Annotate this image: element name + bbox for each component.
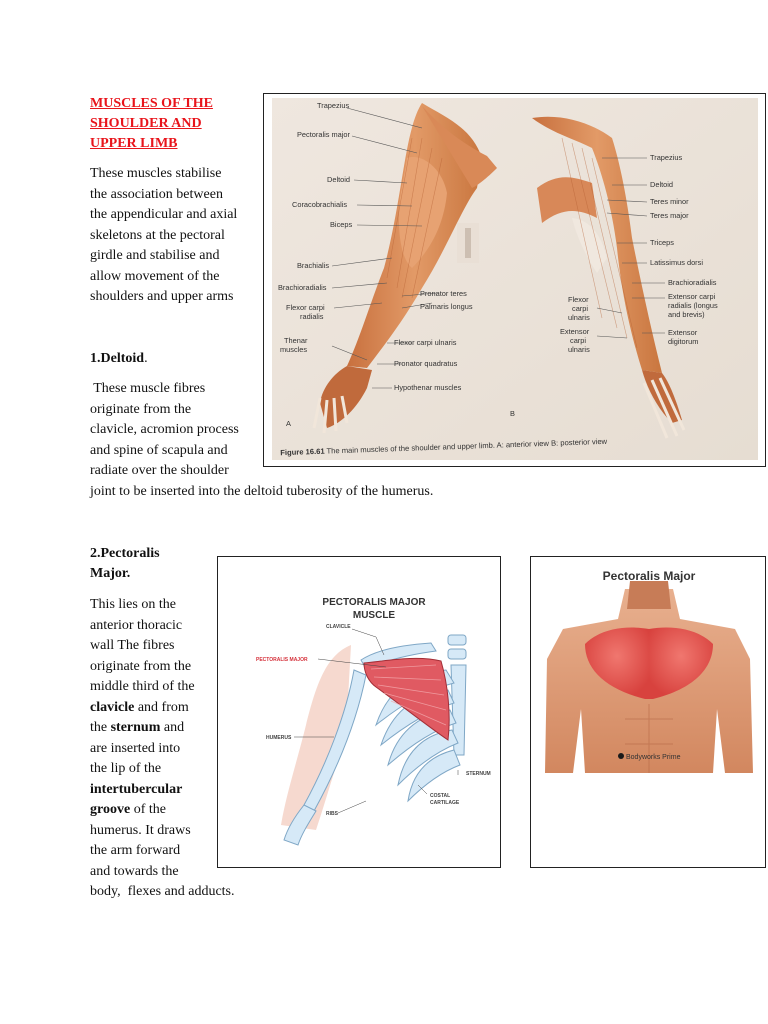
figure-pectoralis-render (530, 556, 766, 868)
label-radialis-longus: radialis (longus (668, 301, 718, 310)
label-sternum: STERNUM (466, 771, 491, 777)
heading-line: 2.Pectoralis (90, 546, 160, 561)
label-extensor: Extensor (668, 328, 698, 337)
text-line (90, 698, 235, 719)
text-line (90, 800, 235, 821)
label-and-brevis: and brevis) (668, 310, 705, 319)
bold-term: groove (90, 802, 131, 817)
figure-main-muscles (263, 93, 766, 467)
label-deltoid-b: Deltoid (650, 180, 674, 189)
text-line: allow movement of the (90, 268, 220, 284)
label-flexor-b: Flexor (568, 295, 589, 304)
label-teres-major: Teres major (650, 211, 689, 220)
text-run: of the (130, 802, 166, 817)
text-line: clavicle, acromion process (90, 422, 239, 437)
heading-line: Major. (90, 566, 131, 581)
label-humerus: HUMERUS (266, 735, 292, 741)
label-carpi-b: carpi (572, 304, 589, 313)
label-triceps: Triceps (650, 238, 674, 247)
label-hypothenar: Hypothenar muscles (394, 383, 462, 392)
label-latissimus: Latissimus dorsi (650, 258, 703, 267)
label-flexor-carpi: Flexor carpi (286, 303, 325, 312)
intro-paragraph (90, 164, 237, 308)
text-line (90, 882, 235, 903)
label-pectoralis-major: Pectoralis major (297, 130, 350, 139)
label-coracobrachialis: Coracobrachialis (292, 200, 348, 209)
label-digitorum: digitorum (668, 337, 699, 346)
text-line (90, 841, 235, 862)
credit-dot-icon (618, 753, 624, 759)
figure-caption-number: Figure 16.61 (280, 446, 325, 458)
text-run: the arm forward (90, 843, 181, 858)
label-cartilage: CARTILAGE (430, 800, 460, 806)
text-line (90, 862, 235, 883)
label-carpi-c: carpi (570, 336, 587, 345)
label-clavicle: CLAVICLE (326, 624, 351, 630)
label-view-a: A (286, 419, 291, 428)
title-line: MUSCLES OF THE (90, 96, 213, 111)
text-line (90, 636, 235, 657)
figure-main-muscles-image (272, 98, 758, 460)
label-radialis: radialis (300, 312, 324, 321)
text-line: skeletons at the pectoral (90, 227, 225, 243)
pectoralis-heading (90, 544, 160, 584)
text-line: originate from the (90, 401, 192, 417)
title-line: SHOULDER AND (90, 116, 202, 131)
label-trapezius: Trapezius (317, 101, 350, 110)
text-run: and towards the (90, 863, 179, 879)
label-brachioradialis-b: Brachioradialis (668, 278, 717, 287)
text-line: These muscle fibres (90, 381, 206, 396)
page-title (90, 94, 250, 154)
pectoralis-render-image (545, 559, 753, 773)
pectoralis-illustration-image (226, 565, 494, 861)
pectoralis-paragraph (90, 595, 235, 903)
text-line (90, 616, 235, 637)
text-line (90, 657, 235, 678)
label-flexor-carpi-ulnaris: Flexor carpi ulnaris (394, 338, 457, 347)
deltoid-heading (90, 349, 148, 369)
render-title: Pectoralis Major (602, 569, 696, 583)
text-line: girdle and stabilise and (90, 248, 220, 263)
deltoid-heading-text: 1.Deltoid (90, 351, 145, 366)
label-biceps: Biceps (330, 220, 353, 229)
text-line: radiate over the shoulder (90, 463, 229, 478)
illustration-title-line: PECTORALIS MAJOR (322, 597, 426, 608)
text-line (90, 718, 235, 739)
label-costal: COSTAL (430, 793, 451, 799)
label-extensor-b: Extensor (560, 327, 590, 336)
label-extensor-carpi: Extensor carpi (668, 292, 716, 301)
label-deltoid: Deltoid (327, 175, 351, 184)
text-run: middle third of the (90, 679, 195, 694)
text-run: originate from the (90, 658, 192, 674)
deltoid-heading-period: . (144, 351, 148, 366)
label-ulnaris-c: ulnaris (568, 345, 590, 354)
text-run: humerus. It draws (90, 822, 191, 838)
title-line: UPPER LIMB (90, 136, 178, 151)
text-line: and spine of scapula and (90, 442, 228, 458)
text-line: These muscles stabilise (90, 166, 222, 181)
text-line (90, 821, 235, 842)
text-line (90, 739, 235, 760)
label-trapezius-b: Trapezius (650, 153, 683, 162)
illustration-title-line: MUSCLE (352, 610, 396, 621)
text-run: anterior thoracic (90, 617, 183, 633)
text-line: the association between (90, 186, 223, 202)
text-line (90, 677, 235, 698)
label-brachioradialis: Brachioradialis (278, 283, 327, 292)
render-credit: Bodyworks Prime (626, 754, 681, 761)
text-run: and from (134, 699, 189, 715)
text-run: wall The fibres (90, 638, 175, 653)
label-pronator-quadratus: Pronator quadratus (394, 359, 458, 368)
label-muscles: muscles (280, 345, 308, 354)
figure-pectoralis-illustration (217, 556, 501, 868)
text-run: are inserted into (90, 740, 181, 756)
label-ribs: RIBS (326, 811, 338, 817)
text-run: This lies on the (90, 597, 176, 612)
text-run: the (90, 720, 111, 735)
label-pectoralis-major-red: PECTORALIS MAJOR (256, 657, 308, 663)
label-teres-minor: Teres minor (650, 197, 689, 206)
text-run: and (160, 720, 185, 735)
text-line: shoulders and upper arms (90, 289, 234, 304)
bold-term: intertubercular (90, 781, 183, 797)
bold-term: sternum (110, 720, 161, 735)
label-view-b: B (510, 409, 515, 418)
label-pronator-teres: Pronator teres (420, 289, 467, 298)
label-palmaris-longus: Palmaris longus (420, 302, 473, 311)
figure-caption-text: The main muscles of the shoulder and upper limb. A: anterior view B: posterior view (324, 436, 608, 456)
text-run: body, flexes and adducts. (90, 884, 235, 899)
text-line: joint to be inserted into the deltoid tuberosity of the humerus. (90, 483, 434, 499)
text-line: the appendicular and axial (90, 207, 238, 222)
label-thenar: Thenar (284, 336, 308, 345)
text-line (90, 759, 235, 780)
label-ulnaris-b: ulnaris (568, 313, 590, 322)
text-run: the lip of the (90, 761, 162, 776)
bold-term: clavicle (90, 699, 135, 715)
text-line (90, 595, 235, 616)
label-brachialis: Brachialis (297, 261, 330, 270)
text-line (90, 780, 235, 801)
